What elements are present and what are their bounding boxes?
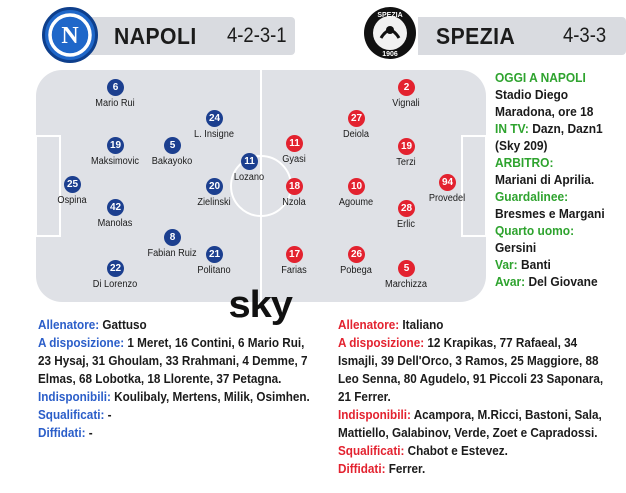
player-number: 6 [107, 79, 124, 96]
player-name: Gyasi [282, 154, 306, 165]
player-name: Mario Rui [95, 98, 135, 109]
player-number: 8 [164, 229, 181, 246]
var: Banti [520, 257, 551, 272]
away-player [282, 138, 306, 165]
player-number: 27 [348, 110, 365, 127]
away-player [396, 141, 416, 168]
unavailable: Koulibaly, Mertens, Milik, Osimhen. [114, 390, 310, 404]
player-number: 18 [286, 178, 303, 195]
player-name: Agoume [338, 197, 374, 208]
player-number: 10 [348, 178, 365, 195]
home-formation: 4-2-3-1 [227, 24, 287, 47]
player-name: Provedel [428, 193, 466, 204]
away-team-name: SPEZIA [436, 23, 516, 49]
player-number: 2 [398, 79, 415, 96]
player-name: Vignali [392, 98, 420, 109]
napoli-badge [42, 7, 98, 63]
suspended: Chabot e Estevez. [407, 444, 508, 458]
bench-label: A disposizione: [338, 336, 425, 350]
home-player [57, 179, 87, 206]
player-number: 5 [164, 137, 181, 154]
home-player [95, 82, 135, 109]
player-name: Terzi [396, 157, 416, 168]
pitch [36, 70, 486, 302]
player-number: 20 [206, 178, 223, 195]
spezia-badge [362, 5, 418, 63]
player-number: 5 [398, 260, 415, 277]
linesmen: Bresmes e Margani [495, 206, 605, 221]
player-name: L. Insigne [194, 129, 234, 140]
player-number: 17 [286, 246, 303, 263]
tv-label: IN TV: [495, 121, 529, 136]
bench: 12 Krapikas, 77 Rafaeal, 34 Ismajli, 39 Dell'Orco, 3 Ramos, 25 Maggiore, 88 Leo Senna, 80 Agudelo, 91 Piccoli 23 Saponara, 21 Ferrer. [338, 336, 604, 404]
home-details [38, 316, 315, 442]
away-player [342, 113, 370, 140]
player-number: 28 [398, 200, 415, 217]
player-name: Farias [281, 265, 307, 276]
away-player [392, 82, 420, 109]
player-name: Politano [197, 265, 231, 276]
player-name: Pobega [340, 265, 372, 276]
suspended: - [107, 408, 112, 422]
away-player [385, 263, 427, 290]
venue: Stadio Diego Maradona, ore 18 [495, 87, 594, 119]
away-player [281, 249, 307, 276]
player-number: 19 [398, 138, 415, 155]
tv: Dazn, Dazn1 (Sky 209) [495, 121, 603, 153]
unavailable: Acampora, M.Ricci, Bastoni, Sala, Mattiello, Galabinov, Verde, Zoet e Capradossi. [338, 408, 602, 440]
home-player [194, 113, 234, 140]
player-name: Zielinski [197, 197, 231, 208]
player-name: Nzola [282, 197, 306, 208]
home-player [147, 232, 197, 259]
svg-text:N: N [61, 23, 79, 49]
away-player [340, 249, 372, 276]
unavailable-label: Indisponibili: [338, 408, 411, 422]
player-name: Deiola [342, 129, 370, 140]
player-name: Fabian Ruiz [147, 248, 197, 259]
warned-label: Diffidati: [38, 426, 86, 440]
match-info [495, 69, 613, 290]
coach: Italiano [402, 318, 444, 332]
player-number: 11 [241, 153, 258, 170]
player-number: 19 [107, 137, 124, 154]
player-number: 94 [439, 174, 456, 191]
player-number: 42 [107, 199, 124, 216]
bench-label: A disposizione: [38, 336, 125, 350]
player-number: 21 [206, 246, 223, 263]
napoli-badge-icon [45, 10, 95, 60]
fourth-official: Gersini [495, 240, 537, 255]
venue-label: OGGI A NAPOLI [495, 70, 586, 85]
home-player [90, 140, 140, 167]
player-name: Maksimovic [90, 156, 140, 167]
player-number: 22 [107, 260, 124, 277]
var-label: Var: [495, 257, 518, 272]
warned: Ferrer. [388, 462, 426, 476]
referee-label: ARBITRO: [495, 155, 554, 170]
coach-label: Allenatore: [38, 318, 100, 332]
avar-label: Avar: [495, 274, 526, 289]
away-formation: 4-3-3 [563, 24, 607, 47]
home-player [197, 249, 231, 276]
player-number: 11 [286, 135, 303, 152]
away-player [338, 181, 374, 208]
warned-label: Diffidati: [338, 462, 386, 476]
suspended-label: Squalificati: [38, 408, 105, 422]
player-name: Ospina [57, 195, 87, 206]
player-name: Di Lorenzo [92, 279, 138, 290]
home-player [92, 263, 138, 290]
sky-logo: sky [228, 284, 292, 326]
away-player [282, 181, 306, 208]
player-number: 26 [348, 246, 365, 263]
referee: Mariani di Aprilia. [495, 172, 595, 187]
avar: Del Giovane [528, 274, 598, 289]
away-player [397, 203, 415, 230]
player-name: Erlic [397, 219, 415, 230]
player-name: Bakayoko [151, 156, 193, 167]
home-player [197, 181, 231, 208]
player-name: Lozano [233, 172, 265, 183]
home-player [97, 202, 133, 229]
spezia-badge-icon [362, 5, 418, 63]
player-number: 24 [206, 110, 223, 127]
linesmen-label: Guardalinee: [495, 189, 569, 204]
coach-label: Allenatore: [338, 318, 400, 332]
fourth-official-label: Quarto uomo: [495, 223, 575, 238]
home-team-name: NAPOLI [114, 23, 197, 49]
player-name: Marchizza [385, 279, 427, 290]
bench: 1 Meret, 16 Contini, 6 Mario Rui, 23 Hysaj, 31 Ghoulam, 33 Rrahmani, 4 Demme, 7 Elmas, 68 Lobotka, 18 Llorente, 37 Petagna. [38, 336, 308, 386]
away-player [428, 177, 466, 204]
away-details [338, 316, 608, 478]
svg-text:1906: 1906 [382, 51, 398, 58]
player-number: 25 [64, 176, 81, 193]
svg-text:SPEZIA: SPEZIA [377, 12, 403, 19]
player-name: Manolas [97, 218, 133, 229]
coach: Gattuso [102, 318, 147, 332]
warned: - [88, 426, 93, 440]
unavailable-label: Indisponibili: [38, 390, 111, 404]
header [0, 0, 626, 70]
home-player [151, 140, 193, 167]
suspended-label: Squalificati: [338, 444, 405, 458]
